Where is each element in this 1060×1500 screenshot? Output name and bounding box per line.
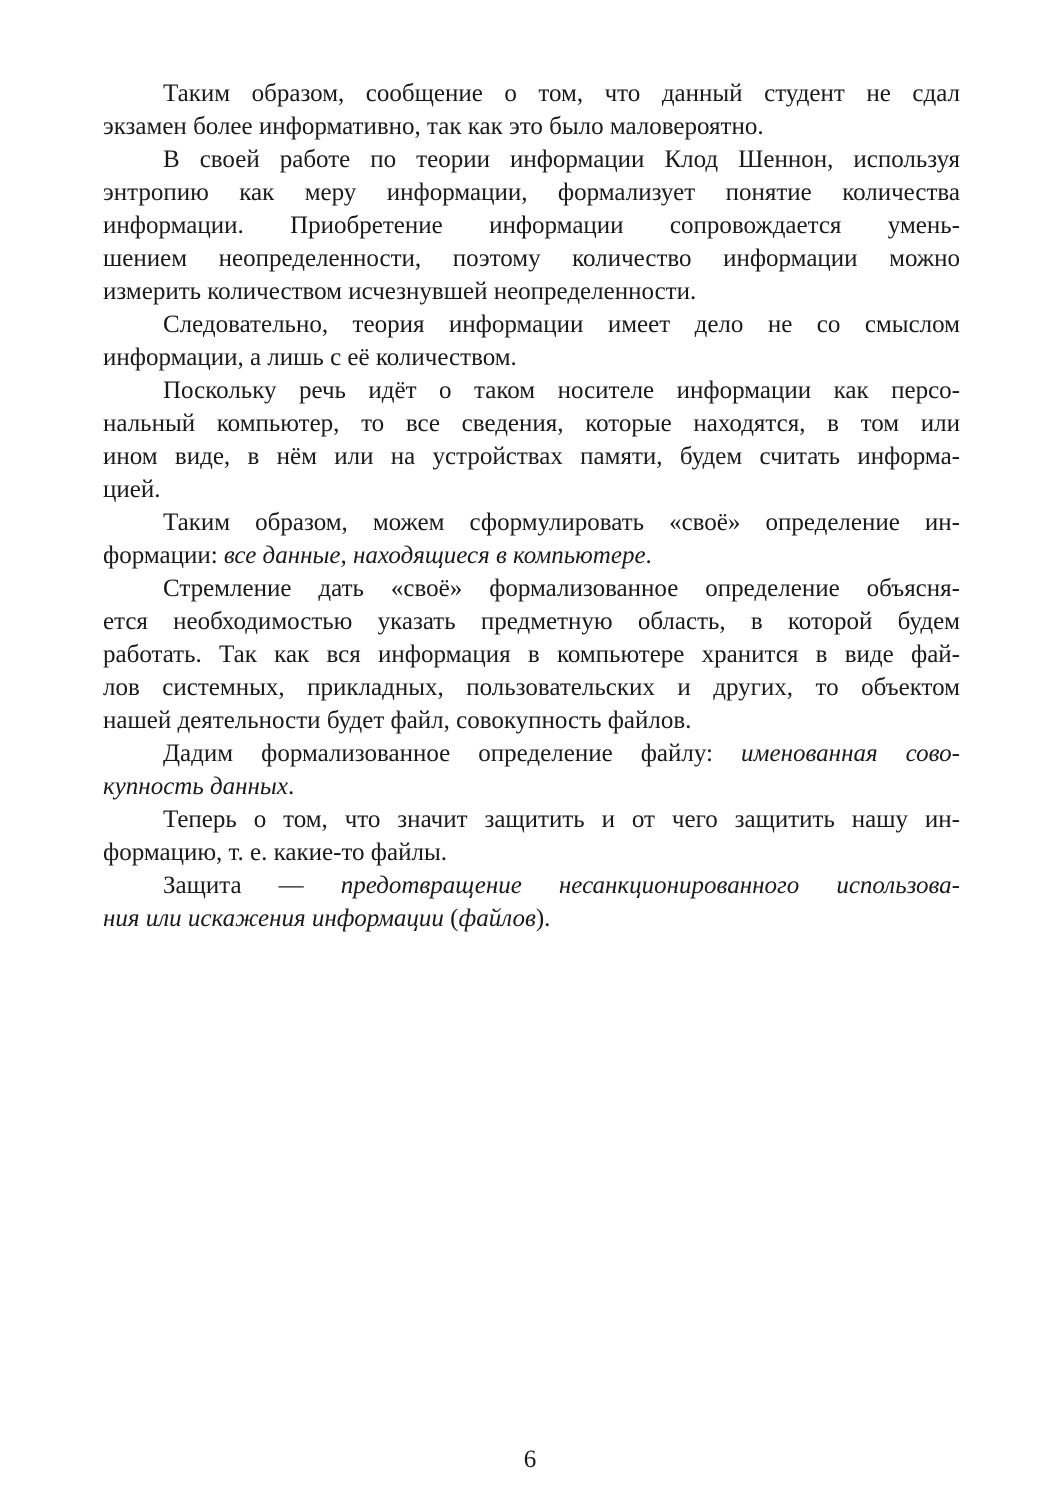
text-line	[103, 869, 960, 902]
text-line: лов системных, прикладных, пользовательских и других, то объектом	[103, 674, 960, 701]
italic-definition: предотвращение несанкционированного использова-	[340, 872, 961, 899]
paragraph-1	[103, 77, 960, 143]
text-line	[103, 539, 960, 572]
text-line: информации. Приобретение информации сопровождается умень-	[103, 212, 960, 239]
text-run: ).	[535, 905, 551, 932]
text-line: работать. Так как вся информация в компьютере хранится в виде фай-	[103, 641, 960, 668]
page-number: 6	[523, 1446, 537, 1473]
paragraph-8	[103, 803, 960, 869]
text-line: ется необходимостью указать предметную область, в которой будем	[103, 608, 960, 635]
text-line	[103, 902, 960, 935]
text-line: Стремление дать «своё» формализованное определение объясня-	[163, 575, 960, 602]
text-line: Таким образом, можем сформулировать «своё» определение ин-	[163, 509, 960, 536]
text-line: формацию, т. е. какие-то файлы.	[103, 839, 447, 866]
italic-definition: ния или искажения информации	[103, 905, 444, 932]
text-line: экзамен более информативно, так как это было маловероятно.	[103, 113, 764, 140]
paragraph-9	[103, 869, 960, 935]
italic-definition: купность данных	[103, 773, 288, 800]
text-line	[103, 737, 960, 770]
text-line: Поскольку речь идёт о таком носителе информации как персо-	[163, 377, 960, 404]
paragraph-7	[103, 737, 960, 803]
text-run: .	[287, 773, 295, 800]
text-line: Следовательно, теория информации имеет дело не со смыслом	[163, 311, 960, 338]
text-line: нашей деятельности будет файл, совокупность файлов.	[103, 707, 692, 734]
page-body	[103, 77, 960, 935]
text-run: (	[443, 905, 459, 932]
text-run: формации:	[103, 542, 224, 569]
text-line: информации, а лишь с её количеством.	[103, 344, 517, 371]
paragraph-5	[103, 506, 960, 572]
italic-definition: все данные, находящиеся в компьютере	[223, 542, 646, 569]
text-line: цией.	[103, 476, 161, 503]
text-line: ином виде, в нём или на устройствах памяти, будем считать информа-	[103, 443, 960, 470]
text-line: нальный компьютер, то все сведения, которые находятся, в том или	[103, 410, 960, 437]
text-line: Таким образом, сообщение о том, что данный студент не сдал	[163, 80, 960, 107]
text-line: измерить количеством исчезнувшей неопределенности.	[103, 278, 697, 305]
paragraph-4	[103, 374, 960, 506]
text-run: Дадим формализованное определение файлу:	[163, 740, 742, 767]
text-line	[103, 770, 960, 803]
paragraph-2	[103, 143, 960, 308]
italic-definition: именованная сово-	[741, 740, 960, 767]
text-line: энтропию как меру информации, формализует понятие количества	[103, 179, 960, 206]
text-line: В своей работе по теории информации Клод Шеннон, используя	[163, 146, 960, 173]
italic-definition: файлов	[458, 905, 536, 932]
text-run: Защита —	[163, 872, 341, 899]
text-run: .	[645, 542, 652, 569]
text-line: шением неопределенности, поэтому количество информации можно	[103, 245, 960, 272]
text-line: Теперь о том, что значит защитить и от чего защитить нашу ин-	[163, 806, 960, 833]
paragraph-3	[103, 308, 960, 374]
paragraph-6	[103, 572, 960, 737]
